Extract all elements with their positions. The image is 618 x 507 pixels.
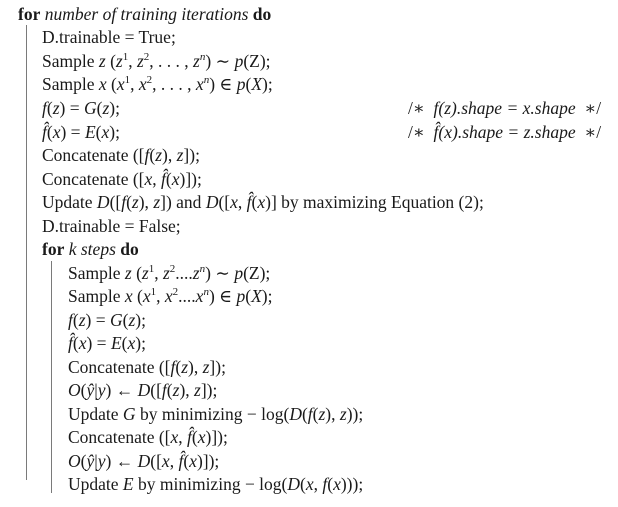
algo-line: D.trainable = False; bbox=[42, 216, 181, 236]
algo-comment: /∗ f(z).shape = x.shape ∗/ bbox=[408, 98, 602, 118]
algo-line: Sample z ($z^1$, $z^2$, . . . , $z^n$) ∼ p(Z); bbox=[42, 51, 271, 71]
algo-line: Update G by minimizing − log(D(f(z), z)); bbox=[68, 404, 364, 424]
loop-condition: k steps bbox=[68, 239, 116, 259]
algo-comment: /∗ f̂(x).shape = z.shape ∗/ bbox=[408, 122, 602, 142]
outer-loop-bar bbox=[26, 25, 27, 480]
keyword-do: do bbox=[120, 239, 139, 259]
algo-line: Concatenate ([x, f̂(x)]); bbox=[42, 169, 202, 189]
algo-line: Sample z ($z^1$, $z^2....z^n$) ∼ p(Z); bbox=[68, 263, 271, 283]
outer-for-header bbox=[18, 3, 271, 25]
algo-line: Concatenate ([f(z), z]); bbox=[68, 357, 226, 377]
keyword-for: for bbox=[18, 4, 41, 24]
algo-line: f̂(x) = E(x); bbox=[42, 122, 120, 142]
algo-line: D.trainable = True; bbox=[42, 27, 176, 47]
inner-loop-bar bbox=[51, 261, 52, 493]
algo-line: f(z) = G(z); bbox=[68, 310, 146, 330]
algo-line: Concatenate ([f(z), z]); bbox=[42, 145, 200, 165]
inner-for-header bbox=[42, 238, 139, 260]
loop-condition: number of training iterations bbox=[44, 4, 249, 24]
algo-line: Update E by minimizing − log(D(x, f(x))); bbox=[68, 474, 364, 494]
algo-line: O(ŷ|y) ← D([x, f̂(x)]); bbox=[68, 451, 220, 471]
algo-line: Concatenate ([x, f̂(x)]); bbox=[68, 427, 228, 447]
algo-line: Sample x ($x^1$, $x^2....x^n$) ∈ p(X); bbox=[68, 286, 273, 306]
algo-line: Sample x ($x^1$, $x^2$, . . . , $x^n$) ∈ p(X); bbox=[42, 74, 273, 94]
keyword-for: for bbox=[42, 239, 65, 259]
algo-line: f̂(x) = E(x); bbox=[68, 333, 146, 353]
algo-line: f(z) = G(z); bbox=[42, 98, 120, 118]
keyword-do: do bbox=[252, 4, 272, 24]
algo-line: Update D([f(z), z]) and D([x, f̂(x)] by maximizing Equation (2); bbox=[42, 192, 484, 212]
algo-line: O(ŷ|y) ← D([f(z), z]); bbox=[68, 380, 218, 400]
